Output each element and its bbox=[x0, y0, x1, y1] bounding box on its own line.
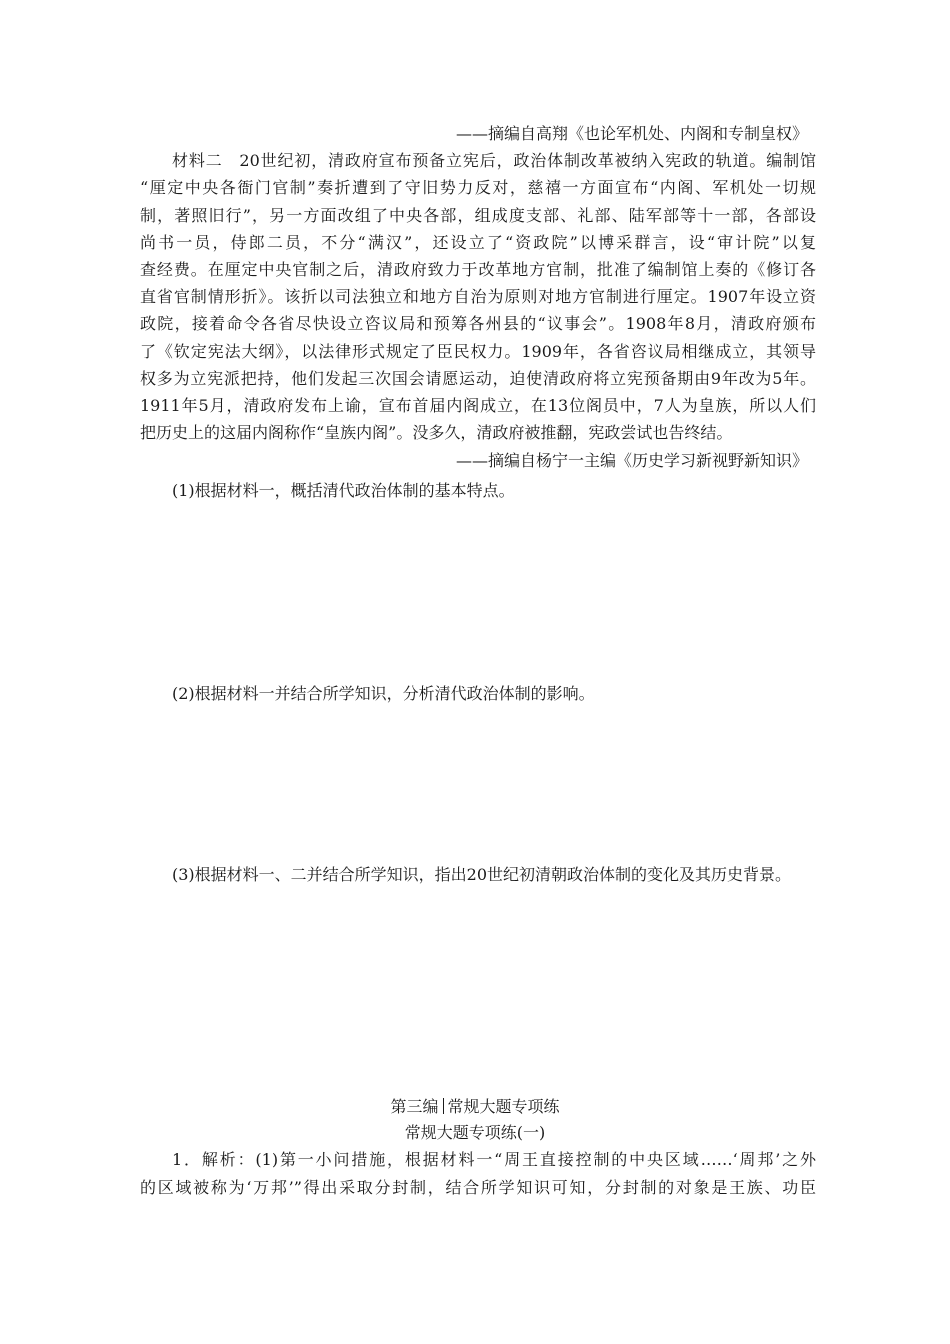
material2-line-11: 把历史上的这届内阁称作“皇族内阁”。没多久，清政府被推翻，宪政尝试也告终结。 bbox=[140, 423, 733, 442]
section-heading-part2: 常规大题专项练 bbox=[447, 1097, 560, 1116]
section-heading-part1: 第三编 bbox=[390, 1097, 439, 1116]
question-2: (2)根据材料一并结合所学知识，分析清代政治体制的影响。 bbox=[172, 684, 595, 703]
section-heading bbox=[0, 1097, 950, 1117]
section-subheading: 常规大题专项练(一) bbox=[404, 1123, 546, 1142]
material2-source: ——摘编自杨宁一主编《历史学习新视野新知识》 bbox=[455, 451, 808, 470]
material2-line-1: 材料二 20世纪初，清政府宣布预备立宪后，政治体制改革被纳入宪政的轨道。编制馆 bbox=[172, 151, 816, 170]
answer-line-1: 1．解析：(1)第一小问措施，根据材料一“周王直接控制的中央区域……‘周邦’之外 bbox=[172, 1150, 816, 1169]
material2-line-6: 直省官制情形折》。该折以司法独立和地方自治为原则对地方官制进行厘定。1907年设立资 bbox=[140, 287, 816, 306]
heading-divider bbox=[443, 1098, 444, 1114]
material1-source: ——摘编自高翔《也论军机处、内阁和专制皇权》 bbox=[455, 124, 808, 143]
material2-line-8: 了《钦定宪法大纲》，以法律形式规定了臣民权力。1909年，各省咨议局相继成立，其领导 bbox=[140, 342, 816, 361]
material2-line-4: 尚书一员，侍郎二员，不分“满汉”，还设立了“资政院”以博采群言，设“审计院”以复 bbox=[140, 233, 816, 252]
material2-line-5: 查经费。在厘定中央官制之后，清政府致力于改革地方官制，批准了编制馆上奏的《修订各 bbox=[140, 260, 816, 279]
question-3: (3)根据材料一、二并结合所学知识，指出20世纪初清朝政治体制的变化及其历史背景。 bbox=[172, 865, 792, 884]
material2-line-7: 政院，接着命令各省尽快设立咨议局和预筹各州县的“议事会”。1908年8月，清政府颁布 bbox=[140, 314, 816, 333]
material2-line-3: 制，著照旧行”，另一方面改组了中央各部，组成度支部、礼部、陆军部等十一部，各部设 bbox=[140, 206, 816, 225]
material2-line-9: 权多为立宪派把持，他们发起三次国会请愿运动，迫使清政府将立宪预备期由9年改为5年。 bbox=[140, 369, 816, 388]
material2-line-10: 1911年5月，清政府发布上谕，宣布首届内阁成立，在13位阁员中，7人为皇族，所以人们 bbox=[140, 396, 816, 415]
question-1: (1)根据材料一，概括清代政治体制的基本特点。 bbox=[172, 481, 515, 500]
answer-line-2: 的区域被称为‘万邦’”得出采取分封制，结合所学知识可知，分封制的对象是王族、功臣 bbox=[140, 1178, 816, 1197]
material2-line-2: “厘定中央各衙门官制”奏折遭到了守旧势力反对，慈禧一方面宣布“内阁、军机处一切规 bbox=[140, 178, 816, 197]
